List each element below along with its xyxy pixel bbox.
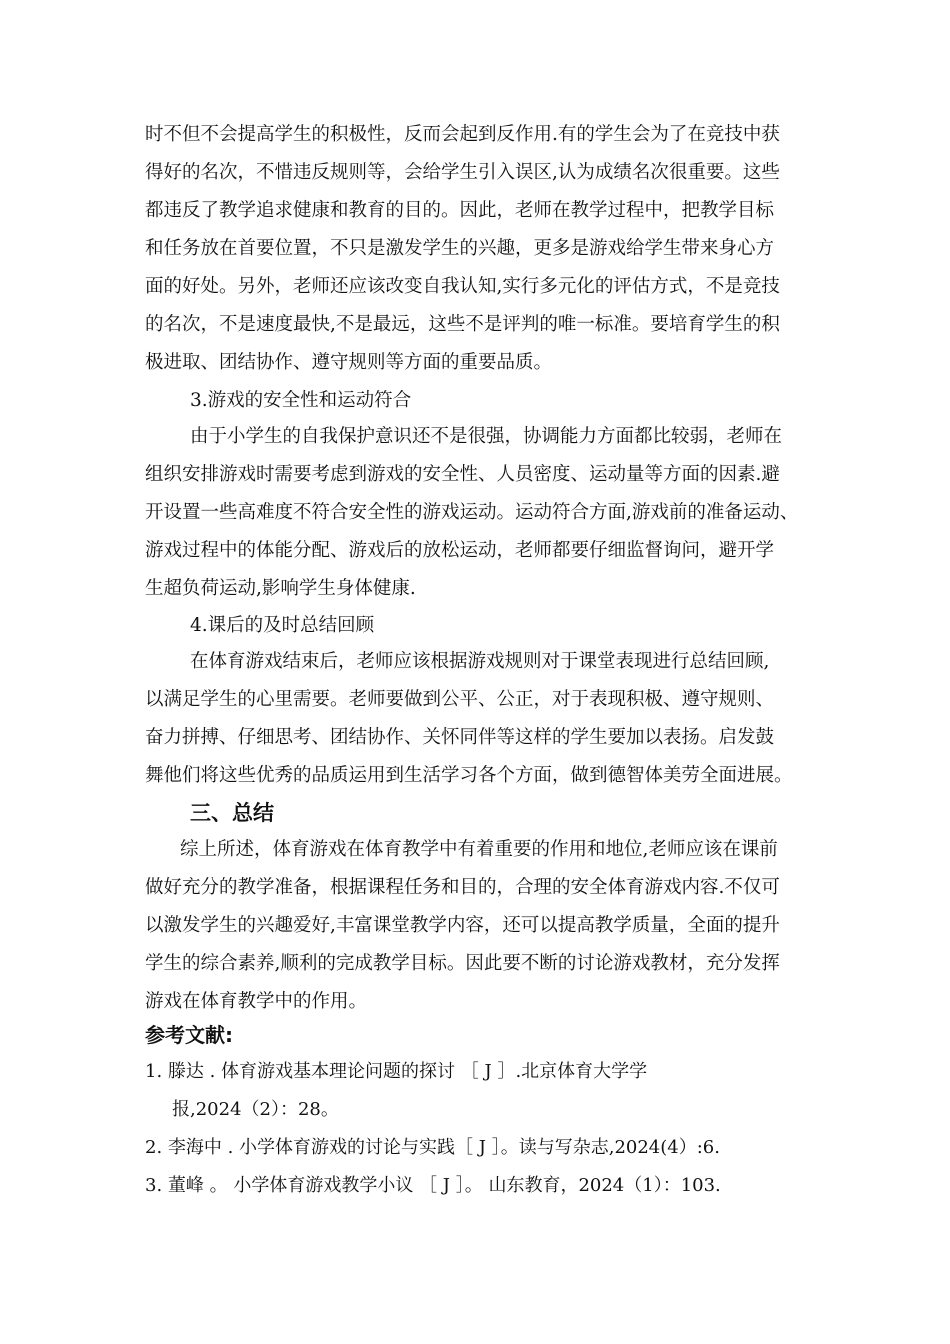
summary-line: 以激发学生的兴趣爱好,丰富课堂教学内容，还可以提高教学质量，全面的提升 [145,915,780,936]
subsection-title: 4.课后的及时总结回顾 [190,615,375,636]
body-line: 极进取、团结协作、遵守规则等方面的重要品质。 [145,352,553,373]
summary-line: 做好充分的教学准备，根据课程任务和目的，合理的安全体育游戏内容.不仅可 [145,877,780,898]
body-line: 在体育游戏结束后，老师应该根据游戏规则对于课堂表现进行总结回顾, [190,651,770,672]
body-line: 面的好处。另外，老师还应该改变自我认知,实行多元化的评估方式，不是竞技 [145,276,780,297]
section-heading: 三、总结 [190,801,274,825]
body-line: 组织安排游戏时需要考虑到游戏的安全性、人员密度、运动量等方面的因素.避 [145,464,780,485]
body-line: 奋力拼搏、仔细思考、团结协作、关怀同伴等这样的学生要加以表扬。启发鼓 [145,727,775,748]
body-line: 游戏过程中的体能分配、游戏后的放松运动，老师都要仔细监督询问，避开学 [145,540,775,561]
reference-item: 2. 李海中 . 小学体育游戏的讨论与实践［ J ］。读与写杂志,2024(4）:6. [145,1137,720,1158]
reference-item: 1. 滕达 . 体育游戏基本理论问题的探讨 ［ J ］.北京体育大学学 [145,1061,648,1082]
body-line: 都违反了教学追求健康和教育的目的。因此，老师在教学过程中，把教学目标 [145,200,775,221]
summary-line: 综上所述，体育游戏在体育教学中有着重要的作用和地位,老师应该在课前 [180,839,778,860]
body-line: 得好的名次，不惜违反规则等，会给学生引入误区,认为成绩名次很重要。这些 [145,162,780,183]
body-line: 的名次，不是速度最快,不是最远，这些不是评判的唯一标准。要培育学生的积 [145,314,780,335]
body-line: 开设置一些高难度不符合安全性的游戏运动。运动符合方面,游戏前的准备运动、 [145,502,799,523]
summary-line: 学生的综合素养,顺利的完成教学目标。因此要不断的讨论游戏教材，充分发挥 [145,953,780,974]
summary-line: 游戏在体育教学中的作用。 [145,991,368,1012]
reference-item: 3. 董峰 。 小学体育游戏教学小议 ［ J ］。 山东教育，2024（1）：103. [145,1175,721,1196]
body-line: 舞他们将这些优秀的品质运用到生活学习各个方面，做到德智体美劳全面进展。 [145,765,793,786]
references-heading: 参考文献: [145,1023,233,1047]
body-line: 时不但不会提高学生的积极性，反而会起到反作用.有的学生会为了在竞技中获 [145,124,780,145]
reference-item-continued: 报,2024（2）：28。 [172,1099,339,1120]
subsection-title: 3.游戏的安全性和运动符合 [190,390,412,411]
body-line: 生超负荷运动,影响学生身体健康. [145,578,416,599]
body-line: 以满足学生的心里需要。老师要做到公平、公正，对于表现积极、遵守规则、 [145,689,775,710]
body-line: 和任务放在首要位置，不只是激发学生的兴趣，更多是游戏给学生带来身心方 [145,238,775,259]
body-line: 由于小学生的自我保护意识还不是很强，协调能力方面都比较弱，老师在 [190,426,783,447]
